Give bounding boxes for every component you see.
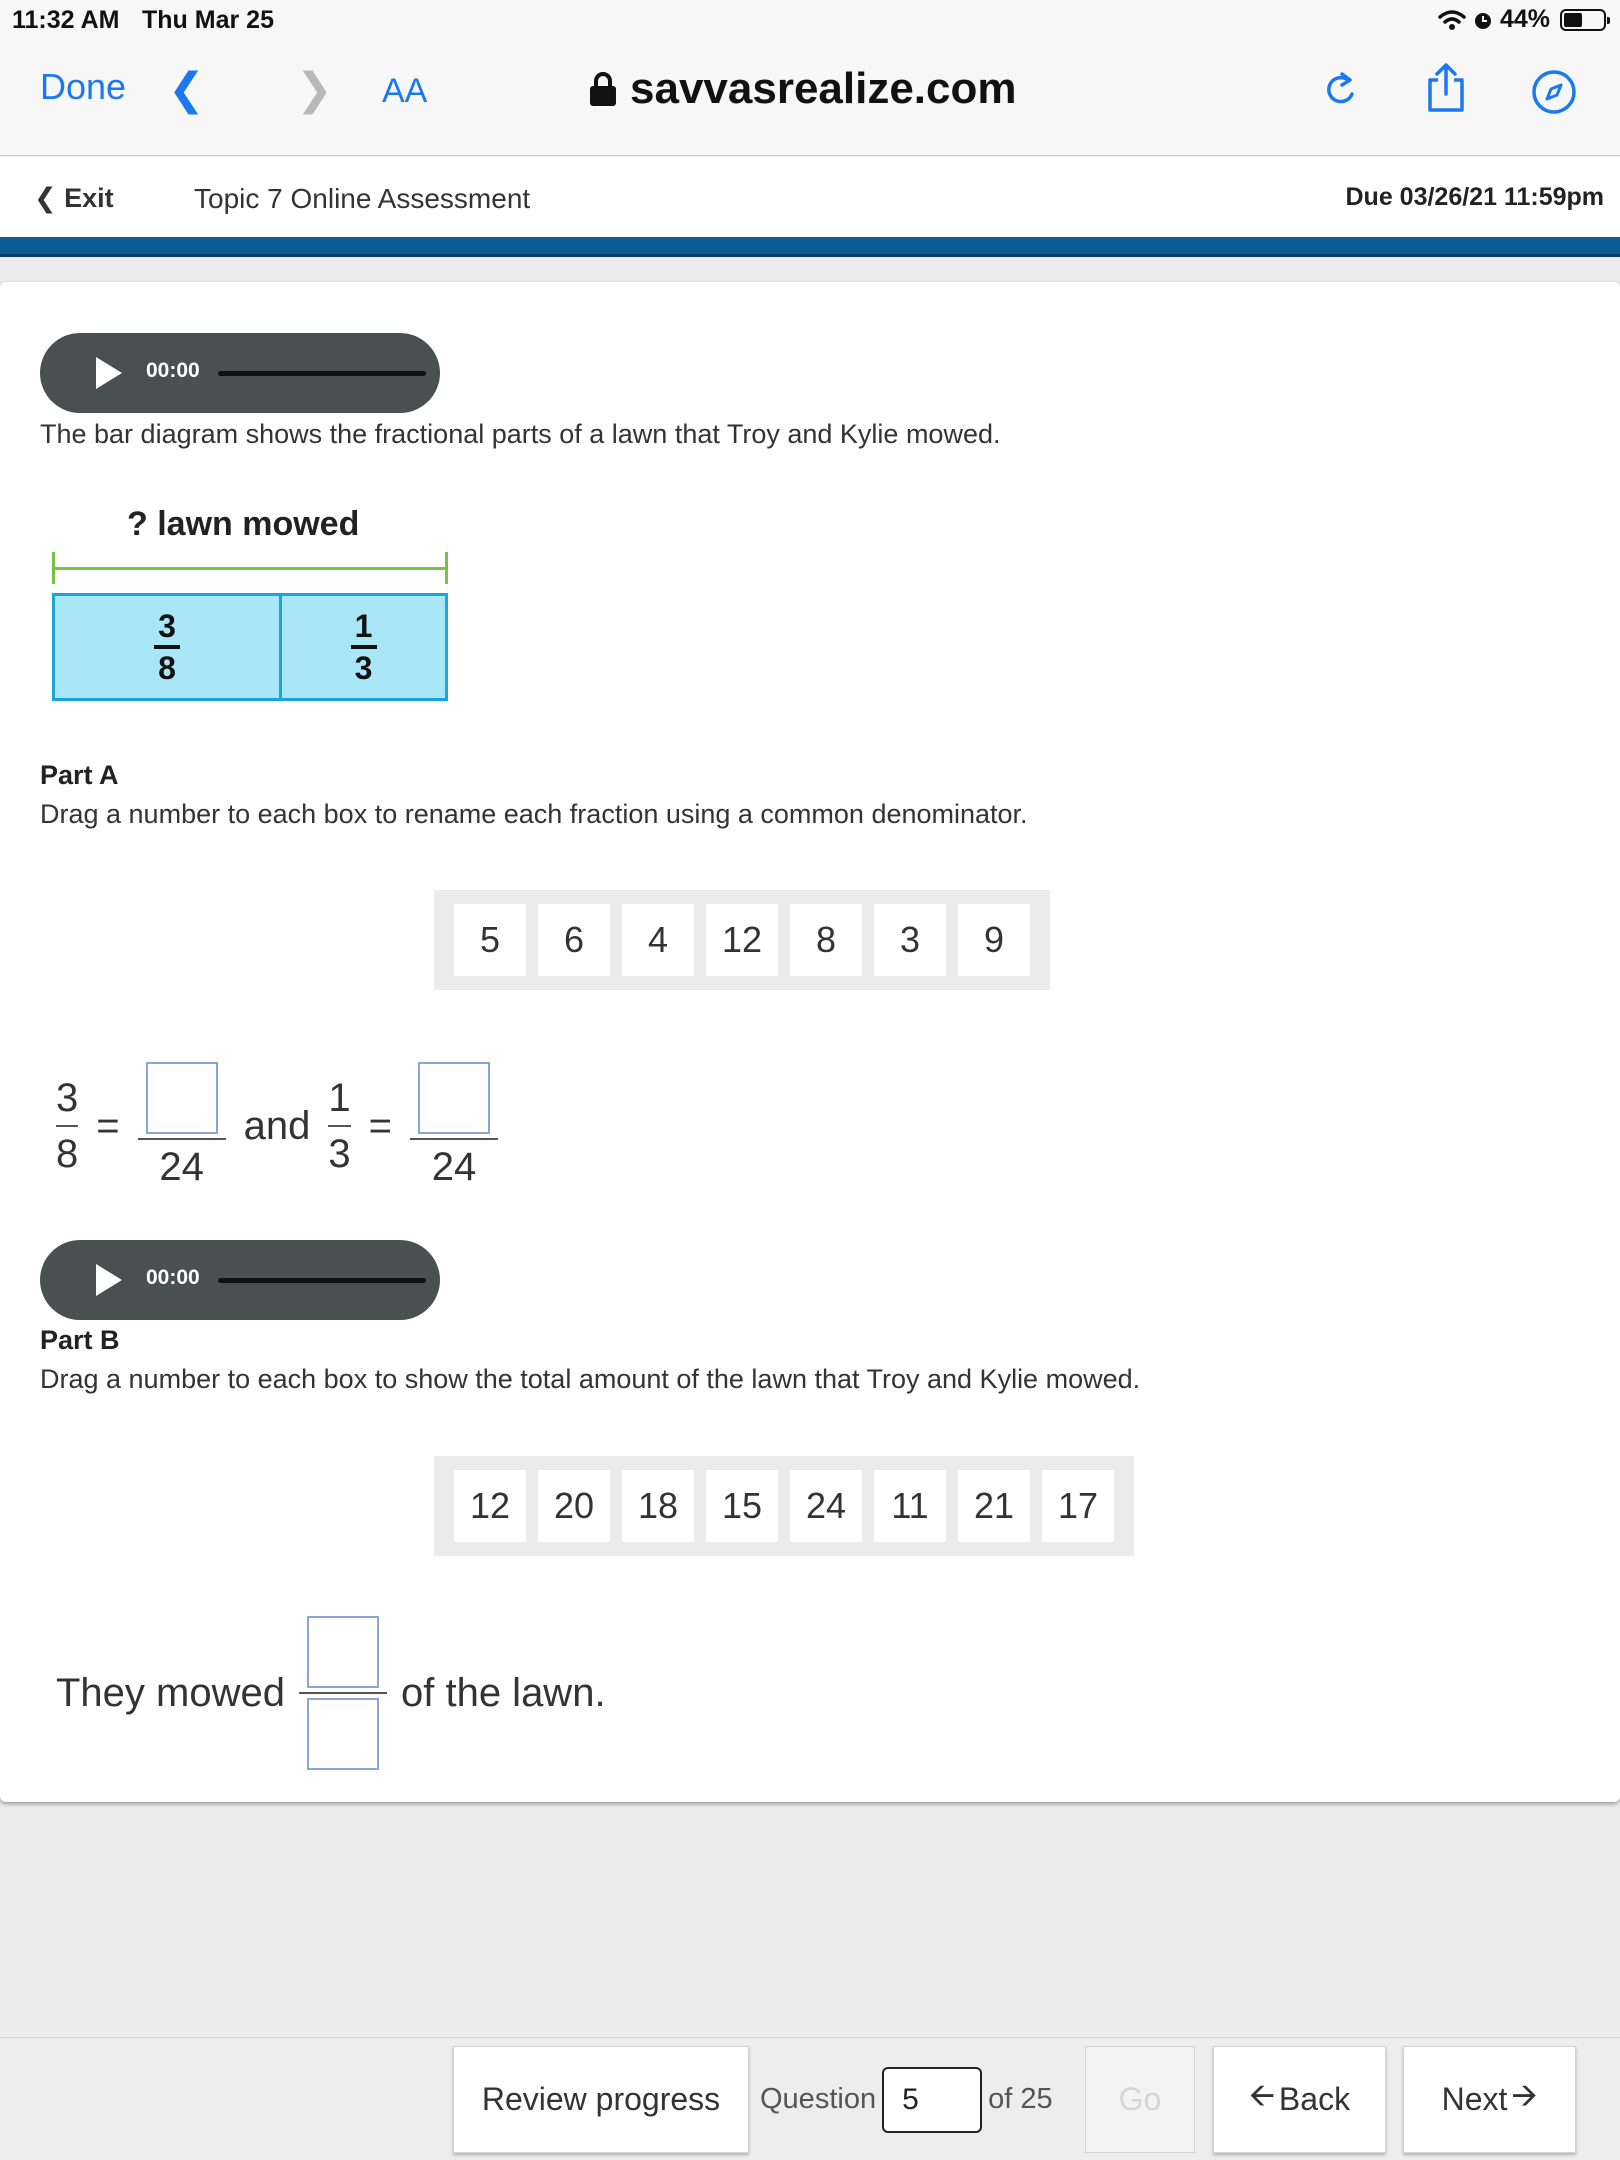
diagram-bars (52, 593, 448, 701)
status-date: Thu Mar 25 (142, 6, 274, 34)
header-divider (0, 237, 1620, 257)
diagram-label: ? lawn mowed (127, 505, 360, 543)
part-a-tile-bank (434, 890, 1050, 990)
done-button[interactable]: Done (40, 66, 127, 107)
wifi-icon (1438, 9, 1466, 31)
number-tile[interactable]: 6 (538, 904, 610, 976)
forward-chevron-icon[interactable]: ❯ (296, 65, 333, 114)
number-tile[interactable]: 18 (622, 1470, 694, 1542)
back-label: Back (1278, 2081, 1351, 2117)
bar-diagram (52, 505, 452, 705)
battery-icon (1560, 9, 1606, 31)
arrow-left-icon: 🡨 (1248, 2076, 1275, 2113)
question-label: Question (760, 2083, 877, 2115)
denominator: 24 (159, 1144, 204, 1189)
exit-label: Exit (64, 183, 114, 213)
number-tile[interactable]: 11 (874, 1470, 946, 1542)
part-b-heading: Part B (40, 1325, 120, 1355)
reload-icon[interactable] (1322, 70, 1360, 110)
part-a-heading: Part A (40, 760, 119, 790)
number-tile[interactable]: 12 (706, 904, 778, 976)
audio-progress-track[interactable] (218, 1278, 426, 1283)
diagram-segment (282, 596, 445, 698)
back-button[interactable] (1213, 2046, 1386, 2153)
numerator: 1 (328, 1075, 351, 1120)
arrow-right-icon: 🡪 (1511, 2076, 1538, 2113)
answer-fraction (299, 1612, 387, 1774)
audio-player (40, 333, 440, 413)
url-text: savvasrealize.com (630, 64, 1017, 113)
status-indicators (1438, 5, 1606, 34)
segment-denominator: 3 (354, 650, 373, 686)
part-a-equation (56, 1058, 498, 1194)
number-tile[interactable]: 4 (622, 904, 694, 976)
connector-text: and (243, 1103, 311, 1148)
assessment-header (0, 157, 1620, 237)
number-tile[interactable]: 8 (790, 904, 862, 976)
due-date: Due 03/26/21 11:59pm (1345, 183, 1604, 211)
address-bar[interactable] (590, 64, 1017, 114)
alarm-icon (1472, 9, 1494, 31)
audio-player (40, 1240, 440, 1320)
status-time: 11:32 AM (12, 6, 120, 34)
fraction (138, 1058, 226, 1194)
question-total: of 25 (988, 2083, 1053, 2115)
next-label: Next (1441, 2081, 1508, 2117)
denominator: 24 (431, 1144, 477, 1189)
browser-toolbar (0, 40, 1620, 156)
share-icon[interactable] (1424, 62, 1468, 114)
number-tile[interactable]: 5 (454, 904, 526, 976)
question-navigator (760, 2046, 1053, 2153)
segment-numerator: 3 (158, 608, 176, 644)
question-number-input[interactable] (882, 2067, 982, 2133)
sentence-end: of the lawn. (400, 1670, 606, 1715)
status-bar (0, 0, 1620, 40)
chevron-left-icon: ❮ (34, 183, 57, 213)
fraction (56, 1071, 78, 1181)
question-intro: The bar diagram shows the fractional parts of a lawn that Troy and Kylie mowed. (40, 419, 1001, 449)
number-tile[interactable]: 17 (1042, 1470, 1114, 1542)
review-progress-button[interactable]: Review progress (453, 2046, 749, 2153)
assessment-footer (0, 2037, 1620, 2160)
diagram-segment (55, 596, 282, 698)
diagram-bracket (52, 552, 448, 584)
segment-denominator: 8 (158, 650, 176, 686)
back-chevron-icon[interactable]: ❮ (168, 65, 205, 114)
fraction (410, 1058, 498, 1194)
next-button[interactable] (1403, 2046, 1576, 2153)
denominator-drop-box[interactable] (307, 1698, 379, 1770)
number-tile[interactable]: 15 (706, 1470, 778, 1542)
part-a-instructions: Drag a number to each box to rename each fraction using a common denominator. (40, 799, 1028, 829)
segment-numerator: 1 (354, 608, 373, 644)
denominator: 3 (328, 1131, 351, 1176)
audio-time: 00:00 (146, 1266, 200, 1289)
numerator-drop-box[interactable] (146, 1062, 218, 1134)
exit-button[interactable] (34, 183, 114, 214)
lock-icon (590, 72, 616, 106)
fraction (328, 1071, 350, 1181)
audio-time: 00:00 (146, 359, 200, 382)
part-b-instructions: Drag a number to each box to show the total amount of the lawn that Troy and Kylie mowed. (40, 1364, 1141, 1394)
go-button[interactable]: Go (1085, 2046, 1195, 2153)
numerator-drop-box[interactable] (307, 1616, 379, 1688)
assessment-title: Topic 7 Online Assessment (194, 183, 531, 214)
sentence-start: They mowed (56, 1670, 285, 1715)
number-tile[interactable]: 24 (790, 1470, 862, 1542)
battery-percent: 44% (1499, 5, 1550, 33)
part-b-tile-bank (434, 1456, 1134, 1556)
denominator: 8 (56, 1131, 79, 1176)
number-tile[interactable]: 3 (874, 904, 946, 976)
number-tile[interactable]: 9 (958, 904, 1030, 976)
numerator: 3 (56, 1075, 79, 1120)
equals-sign: = (368, 1103, 392, 1148)
number-tile[interactable]: 21 (958, 1470, 1030, 1542)
play-icon[interactable] (96, 1264, 122, 1296)
text-size-button[interactable]: AA (382, 72, 428, 110)
audio-progress-track[interactable] (218, 371, 426, 376)
number-tile[interactable]: 12 (454, 1470, 526, 1542)
numerator-drop-box[interactable] (418, 1062, 490, 1134)
play-icon[interactable] (96, 357, 122, 389)
number-tile[interactable]: 20 (538, 1470, 610, 1542)
part-b-sentence (56, 1612, 606, 1774)
equals-sign: = (96, 1103, 120, 1148)
compass-icon[interactable] (1530, 68, 1578, 116)
